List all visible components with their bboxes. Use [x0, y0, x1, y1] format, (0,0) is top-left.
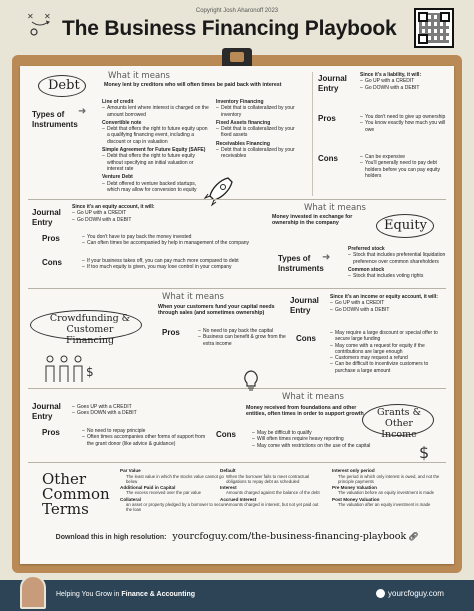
con-item: – May come with a request for equity if the contributions are large enough	[330, 343, 448, 356]
debt-heading: Debt	[48, 78, 80, 93]
pro-item: – No need to repay principle	[82, 428, 212, 434]
lightbulb-icon	[240, 368, 262, 392]
pro-item: – No need to pay back the capital	[198, 328, 290, 334]
crowdfunding-pros	[198, 328, 290, 347]
grants-what-it-means-label: What it means	[282, 392, 344, 402]
con-item: – May be difficult to qualify	[252, 430, 382, 436]
equity-pros	[82, 234, 302, 247]
tagline-start: Helping You Grow in	[56, 591, 122, 598]
pro-item: – Business can benefit & grow from the extra income	[198, 334, 290, 347]
equity-types-label: Types of Instruments	[278, 254, 324, 273]
pro-item: – You don't need to give up ownership	[360, 114, 450, 120]
term-name: Interest	[220, 484, 237, 490]
debt-what-it-means-label: What it means	[108, 71, 170, 81]
grants-cons	[252, 430, 382, 449]
journal-intro: Since it's a liability, it will:	[360, 72, 422, 78]
con-item: – You'll generally need to pay debt holders before you can pay equity holders	[360, 160, 450, 179]
instrument-name: Venture Debt	[102, 174, 133, 181]
instrument-name: Inventory Financing	[216, 99, 264, 105]
equity-pros-label: Pros	[42, 234, 60, 243]
con-item: – Customers may request a refund	[330, 355, 448, 361]
crowdfunding-heading: Crowdfunding & Customer Financing	[49, 313, 131, 346]
instrument-desc: – Debt that is collateralized by your inventory	[216, 105, 306, 118]
debt-journal	[360, 72, 450, 91]
grants-pros-label: Pros	[42, 428, 60, 437]
term-def: When the borrower fails to meet contractual obligations to repay debt as scheduled	[226, 473, 310, 484]
equity-instruments	[348, 246, 448, 279]
instrument-desc: – Stock that includes voting rights	[348, 273, 448, 279]
journal-line: – Go DOWN with a DEBIT	[72, 217, 212, 223]
terms-column-3	[332, 468, 440, 508]
term-def: The period in which only interest is owed, and not the principle payments	[338, 473, 440, 484]
grants-meaning: Money received from foundations and other entities, often times in order to support growth	[246, 405, 364, 418]
equity-journal	[72, 204, 212, 223]
journal-line: – Goes DOWN with a DEBIT	[72, 410, 192, 416]
debt-cons-label: Cons	[318, 154, 338, 163]
con-item: – May come with restrictions on the use of the capital	[252, 443, 382, 449]
equity-cons	[82, 258, 302, 271]
arrow-icon: ➜	[78, 106, 87, 117]
crowdfunding-journal-label: Journal Entry	[290, 296, 319, 315]
svg-text:✕: ✕	[44, 12, 51, 21]
download-line	[20, 531, 454, 542]
footer-tagline	[56, 591, 195, 598]
crowdfunding-cons-label: Cons	[296, 334, 316, 343]
term-name: Post Money Valuation	[332, 496, 380, 502]
instrument-desc: – Stock that includes preferential liquidation preference over common shareholders	[348, 252, 448, 265]
pro-item: – You don't have to pay back the money invested	[82, 234, 302, 240]
pro-item: – You know exactly how much you will owe	[360, 120, 450, 133]
svg-text:✕: ✕	[27, 12, 34, 21]
instrument-desc: – Debt that is collateralized by your receivables	[216, 147, 306, 160]
con-item: – If too much equity is given, you may lose control in your company	[82, 264, 302, 270]
term-name: Pre Money Valuation	[332, 484, 377, 490]
instrument-desc: – Debt that offers the right to future equity without specifying an initial valuation or interest rate	[102, 153, 210, 172]
instrument-desc: – Debt that is collateralized by your fixed assets	[216, 126, 306, 139]
debt-instruments-left	[102, 99, 210, 193]
equity-heading: Equity	[384, 218, 427, 233]
instrument-desc: – Amounts lent where interest is charged on the amount borrowed	[102, 105, 210, 118]
journal-intro: Since it's an equity account, it will:	[72, 204, 155, 210]
term-name: Par Value	[120, 468, 141, 473]
download-label: Download this in high resolution:	[55, 534, 167, 541]
equity-cons-label: Cons	[42, 258, 62, 267]
grants-journal-label: Journal Entry	[32, 402, 61, 421]
grants-pros	[82, 428, 212, 447]
con-item: – Can be expensive	[360, 154, 450, 160]
debt-meaning: Money lent by creditors who will often times be paid back with interest	[104, 82, 282, 88]
con-item: – May require a large discount or special offer to secure large funding	[330, 330, 448, 343]
pro-item: – Often times accompanies other forms of support from the grant donor (like advice & guidance)	[82, 434, 212, 447]
play-diagram-icon	[26, 10, 54, 38]
instrument-name: Receivables Financing	[216, 140, 270, 147]
grants-journal	[72, 404, 192, 417]
paper-sheet	[20, 66, 454, 564]
journal-line: – Goes UP with a CREDIT	[72, 404, 192, 410]
page-title: The Business Financing Playbook	[62, 17, 397, 40]
other-terms-title: Other Common Terms	[42, 470, 110, 518]
instrument-desc: – Debt offered to venture backed startups, which may allow for conversion to equity	[102, 181, 210, 194]
instrument-name: Convertible note	[102, 119, 142, 126]
term-def: The valuation after an equity investment is made	[338, 502, 431, 508]
equity-meaning: Money invested in exchange for ownership in the company	[272, 214, 353, 227]
equity-what-it-means-label: What it means	[304, 203, 366, 213]
term-name: Interest only period	[332, 468, 375, 473]
people-icon	[42, 354, 98, 384]
term-name: Additional Paid in Capital	[120, 484, 176, 490]
pro-item: – Can often times be accompanied by help in management of the company	[82, 240, 302, 246]
instrument-name: Simple Agreement for Future Equity (SAFE)	[102, 147, 206, 154]
instrument-name: Preferred stock	[348, 246, 385, 252]
instrument-name: Line of credit	[102, 99, 134, 105]
debt-cons	[360, 154, 450, 179]
journal-intro: Since it's an income or equity account, it will:	[330, 294, 438, 300]
journal-line: – Go UP with a CREDIT	[330, 300, 448, 306]
terms-column-2	[220, 468, 328, 508]
terms-column-1	[120, 468, 228, 514]
header	[0, 0, 474, 52]
instrument-name: Fixed Assets financing	[216, 119, 271, 126]
crowdfunding-meaning: When your customers fund your capital needs through sales (and sometimes ownership)	[158, 304, 275, 317]
tagline-bold: Finance & Accounting	[121, 591, 196, 598]
avatar	[20, 575, 46, 609]
crowdfunding-what-it-means-label: What it means	[162, 292, 224, 302]
con-item: – If your business takes off, you can pay much more compared to debt	[82, 258, 302, 264]
qr-code	[414, 8, 454, 48]
crowdfunding-cons	[330, 330, 448, 374]
dollar-icon	[416, 442, 434, 462]
debt-pros	[360, 114, 450, 133]
journal-line: – Go DOWN with a DEBIT	[330, 307, 448, 313]
term-name: Default	[220, 468, 236, 473]
term-name: Collateral	[120, 496, 141, 502]
crowdfunding-journal	[330, 294, 448, 313]
con-item: – Can be difficult to incentivize customers to purchase a large amount	[330, 361, 448, 374]
term-def: The excess received over the par value	[126, 490, 201, 496]
equity-journal-label: Journal Entry	[32, 208, 61, 227]
journal-line: – Go UP with a CREDIT	[72, 210, 212, 216]
footer-site-link[interactable]: yourcfoguy.com	[388, 589, 444, 598]
instrument-name: Common stock	[348, 266, 385, 273]
debt-journal-label: Journal Entry	[318, 74, 347, 93]
debt-types-label: Types of Instruments	[32, 110, 78, 129]
debt-pros-label: Pros	[318, 114, 336, 123]
svg-text:$: $	[86, 365, 94, 379]
svg-text:$: $	[419, 443, 430, 462]
copyright: Copyright Josh Aharonoff 2023	[195, 8, 279, 14]
debt-instruments-right	[216, 99, 306, 160]
arrow-icon: ➜	[322, 252, 331, 263]
term-def: an asset or property pledged by a borrower to secure the loan	[126, 502, 228, 513]
instrument-desc: – Debt that offers the right to future equity upon a qualifying financing event, including a discount or cap in valuation	[102, 126, 210, 145]
link-icon: 🔗︎	[408, 532, 419, 541]
term-def: Amounts charged against the balance of the debt	[226, 490, 320, 496]
crowdfunding-pros-label: Pros	[162, 328, 180, 337]
grants-cons-label: Cons	[216, 430, 236, 439]
journal-line: – Go UP with a CREDIT	[360, 78, 450, 84]
globe-icon	[376, 589, 385, 598]
download-link[interactable]: yourcfoguy.com/the-business-financing-playbook	[172, 531, 407, 542]
term-name: Accrued Interest	[220, 496, 257, 502]
rocket-icon	[202, 174, 236, 208]
journal-line: – Go DOWN with a DEBIT	[360, 85, 450, 91]
term-def: The valuation before an equity investment is made	[338, 490, 435, 496]
term-def: The least value in which the stocks value cannot go below	[126, 473, 224, 484]
con-item: – Will often times require heavy reporting	[252, 436, 382, 442]
term-def: Amounts charged in interest, but not yet paid out	[226, 502, 319, 508]
grants-heading: Grants & Other Income	[376, 407, 422, 440]
